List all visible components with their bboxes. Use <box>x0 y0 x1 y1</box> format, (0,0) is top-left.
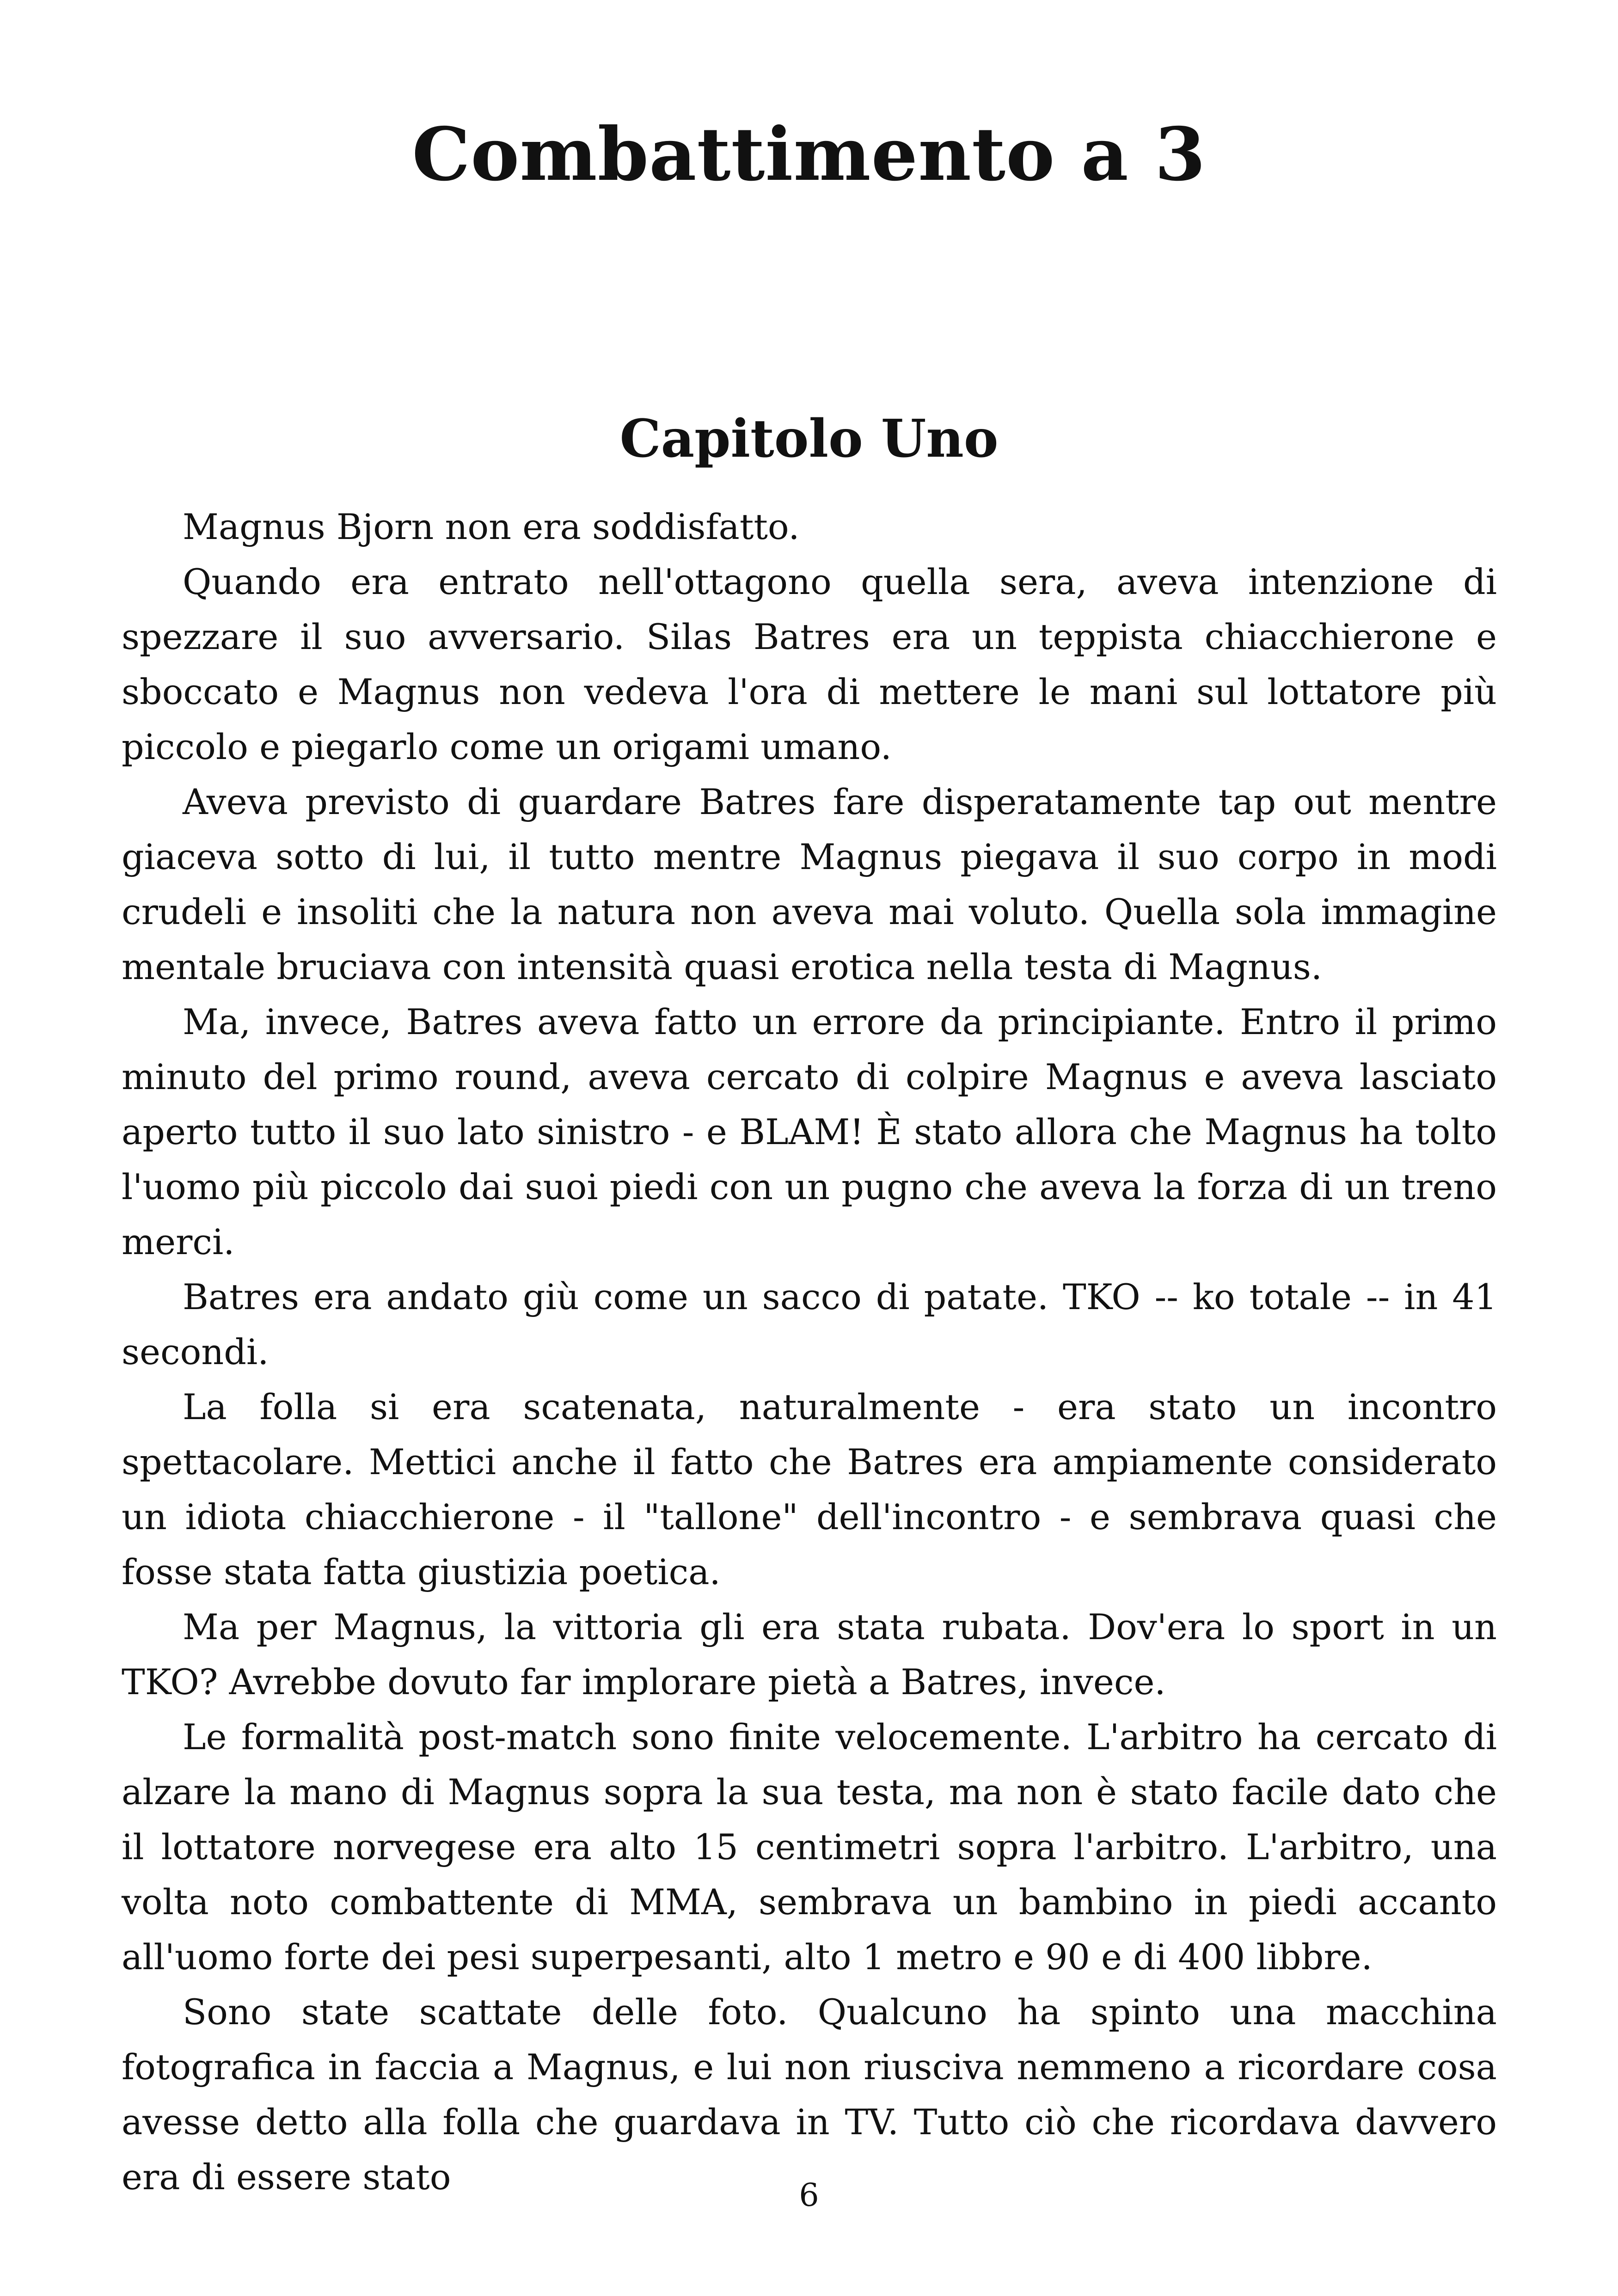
chapter-body <box>122 499 1497 2204</box>
paragraph: Ma, invece, Batres aveva fatto un errore da principiante. Entro il primo minuto del primo round, aveva cercato di colpire Magnus e aveva lasciato aperto tutto il suo lato sinistro - e BLAM! È stato allora che Magnus ha tolto l'uomo più piccolo dai suoi piedi con un pugno che aveva la forza di un treno merci. <box>122 1001 1497 1262</box>
paragraph: Aveva previsto di guardare Batres fare disperatamente tap out mentre giaceva sotto di lui, il tutto mentre Magnus piegava il suo corpo in modi crudeli e insoliti che la natura non aveva mai voluto. Quella sola immagine mentale bruciava con intensità quasi erotica nella testa di Magnus. <box>122 781 1497 987</box>
paragraph: Quando era entrato nell'ottagono quella sera, aveva intenzione di spezzare il suo avversario. Silas Batres era un teppista chiacchierone e sboccato e Magnus non vedeva l'ora di mettere le mani sul lottatore più piccolo e piegarlo come un origami umano. <box>122 561 1497 767</box>
paragraph: Le formalità post-match sono finite velocemente. L'arbitro ha cercato di alzare la mano di Magnus sopra la sua testa, ma non è stato facile dato che il lottatore norvegese era alto 15 centimetri sopra l'arbitro. L'arbitro, una volta noto combattente di MMA, sembrava un bambino in piedi accanto all'uomo forte dei pesi superpesanti, alto 1 metro e 90 e di 400 libbre. <box>122 1716 1497 1978</box>
book-title: Combattimento a 3 <box>412 112 1206 197</box>
paragraph: La folla si era scatenata, naturalmente - era stato un incontro spettacolare. Mettici anche il fatto che Batres era ampiamente considerato un idiota chiacchierone - il "tallone" dell'incontro - e sembrava quasi che fosse stata fatta giustizia poetica. <box>122 1386 1497 1592</box>
paragraph: Batres era andato giù come un sacco di patate. TKO -- ko totale -- in 41 secondi. <box>122 1276 1497 1372</box>
paragraph: Ma per Magnus, la vittoria gli era stata rubata. Dov'era lo sport in un TKO? Avrebbe dovuto far implorare pietà a Batres, invece. <box>122 1606 1497 1702</box>
paragraph: Sono state scattate delle foto. Qualcuno ha spinto una macchina fotografica in faccia a Magnus, e lui non riusciva nemmeno a ricordare cosa avesse detto alla folla che guardava in TV. Tutto ciò che ricordava davvero era di essere stato <box>122 1991 1497 2198</box>
chapter-title: Capitolo Uno <box>619 409 999 469</box>
paragraph: Magnus Bjorn non era soddisfatto. <box>183 506 800 547</box>
page-number: 6 <box>799 2177 819 2214</box>
